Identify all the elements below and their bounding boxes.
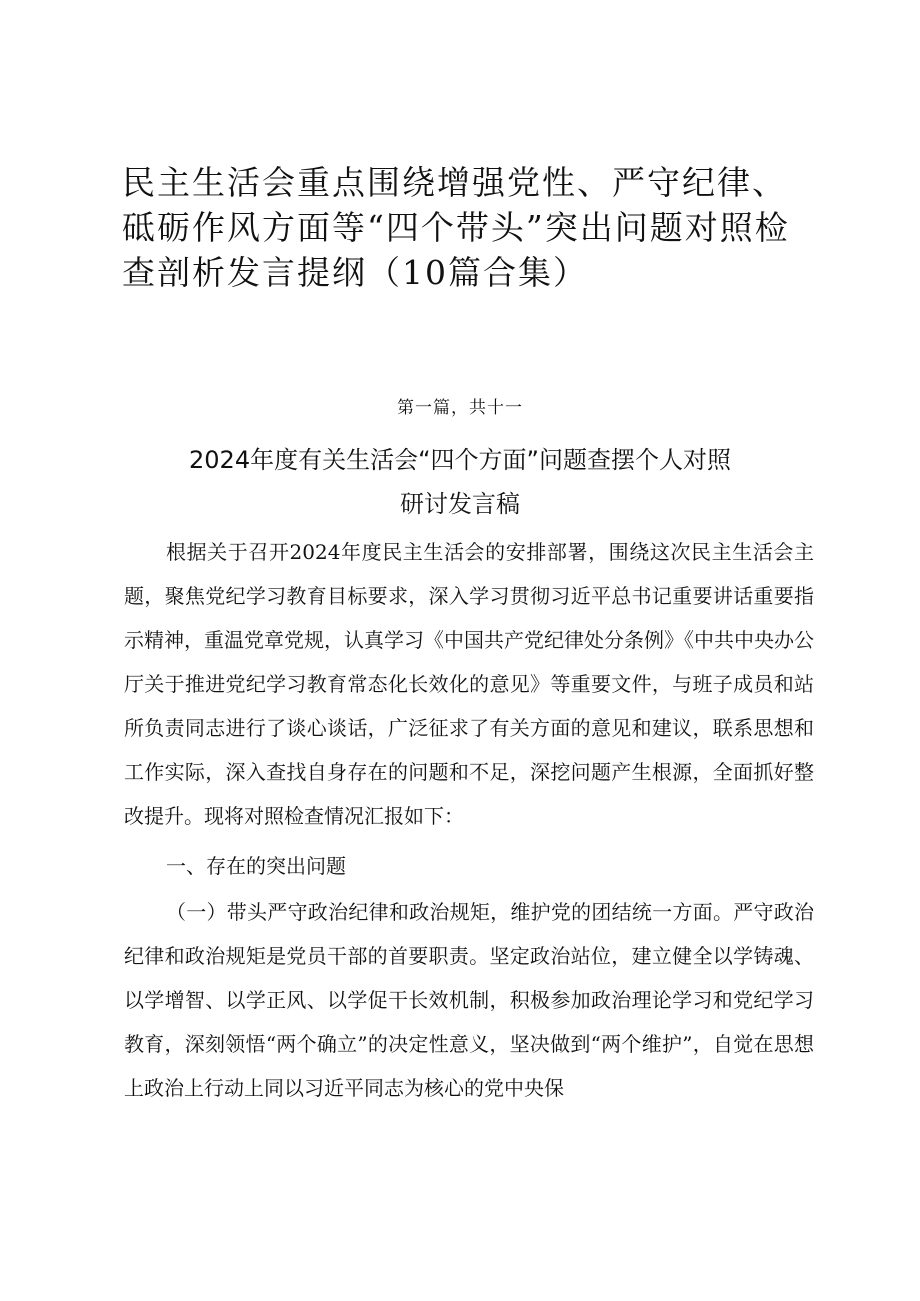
- document-main-title: 民主生活会重点围绕增强党性、严守纪律、砥砺作风方面等“四个带头”突出问题对照检查剖析发言提纲（10篇合集）: [122, 163, 790, 292]
- section-label: 第一篇，共十一: [397, 398, 523, 418]
- problem-paragraph-1: （一）带头严守政治纪律和政治规矩，维护党的团结统一方面。严守政治纪律和政治规矩是党员干部的首要职责。坚定政治站位，建立健全以学铸魂、以学增智、以学正风、以学促干长效机制，积极参加政治理论学习和党纪学习教育，深刻领悟“两个确立”的决定性意义，坚决做到“两个维护”，自觉在思想上政治上行动上同以习近平同志为核心的党中央保: [124, 900, 814, 1100]
- section-heading-existing-problems: 一、存在的突出问题: [166, 854, 346, 878]
- intro-paragraph: 根据关于召开2024年度民主生活会的安排部署，围绕这次民主生活会主题，聚焦党纪学习教育目标要求，深入学习贯彻习近平总书记重要讲话重要指示精神，重温党章党规，认真学习《中国共产党纪律处分条例》《中共中央办公厅关于推进党纪学习教育常态化长效化的意见》等重要文件，与班子成员和站所负责同志进行了谈心谈话，广泛征求了有关方面的意见和建议，联系思想和工作实际，深入查找自身存在的问题和不足，深挖问题产生根源，全面抓好整改提升。现将对照检查情况汇报如下：: [124, 540, 814, 828]
- speech-title: [0, 438, 920, 526]
- speech-title-line-1: 2024年度有关生活会“四个方面”问题查摆个人对照: [189, 446, 731, 474]
- speech-title-line-2: 研讨发言稿: [400, 490, 520, 518]
